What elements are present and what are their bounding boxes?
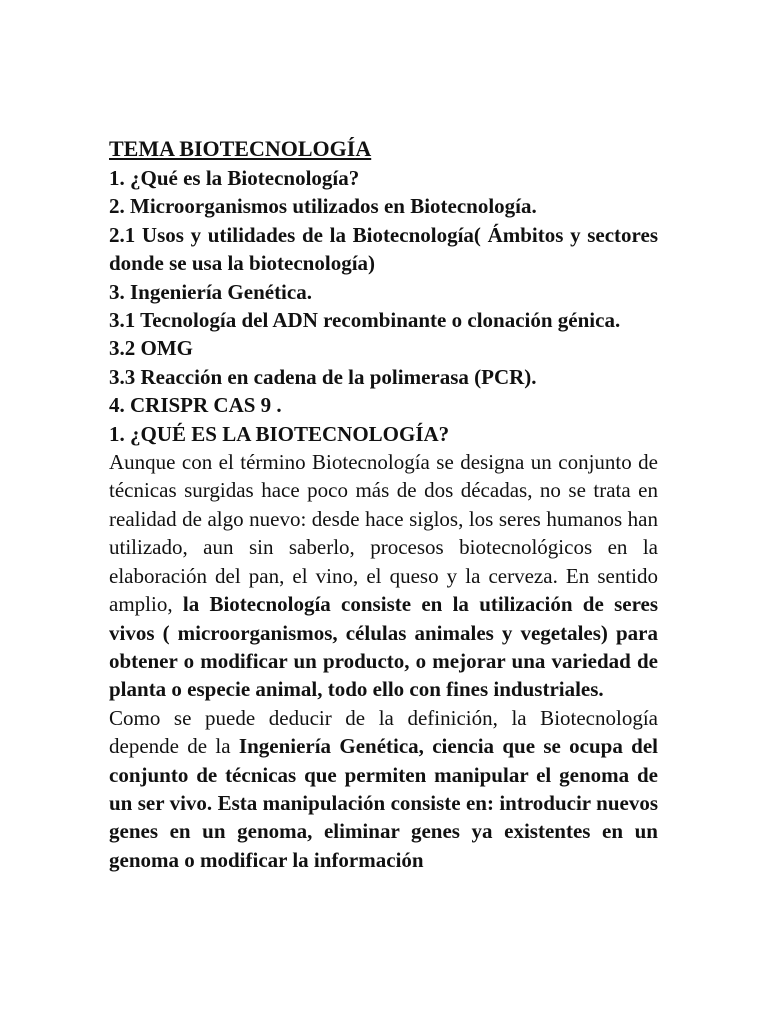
- index-item-3: 3. Ingeniería Genética.: [109, 279, 312, 304]
- index-item-4: 4. CRISPR CAS 9 .: [109, 393, 282, 418]
- document-page: [109, 134, 658, 874]
- index-item-2: 2. Microorganismos utilizados en Biotecnología.: [109, 194, 537, 219]
- paragraph-2-text: Como se puede deducir de la definición, la Biotecnología depende de la: [109, 705, 658, 759]
- paragraph-1-text: Aunque con el término Biotecnología se designa un conjunto de técnicas surgidas hace poco más de dos décadas, no se trata en realidad de algo nuevo: desde hace siglos, los seres humanos han utilizado, aun sin saberlo, procesos biotecnológicos en la elaboración del pan, el vino, el queso y la cerveza. En sentido amplio,: [109, 450, 658, 617]
- document-title: TEMA BIOTECNOLOGÍA: [109, 136, 372, 161]
- section-heading: 1. ¿QUÉ ES LA BIOTECNOLOGÍA?: [109, 421, 450, 446]
- paragraph-2-bold: Ingeniería Genética, ciencia que se ocupa del conjunto de técnicas que permiten manipular el genoma de un ser vivo. Esta manipulación consiste en: introducir nuevos genes en un genoma, eliminar genes ya existentes en un genoma o modificar la información: [109, 734, 658, 872]
- index-item-3-3: 3.3 Reacción en cadena de la polimerasa (PCR).: [109, 364, 537, 389]
- index-item-3-2: 3.2 OMG: [109, 336, 193, 361]
- index-list: [109, 164, 658, 420]
- paragraph-2: [109, 704, 658, 874]
- index-item-1: 1. ¿Qué es la Biotecnología?: [109, 166, 360, 190]
- paragraph-1: [109, 448, 658, 704]
- index-item-3-1: 3.1 Tecnología del ADN recombinante o clonación génica.: [109, 308, 621, 333]
- paragraph-1-bold: la Biotecnología consiste en la utilización de seres vivos ( microorganismos, células animales y vegetales) para obtener o modificar un producto, o mejorar una variedad de planta o especie animal, todo ello con fines industriales.: [109, 592, 659, 702]
- index-item-2-1: 2.1 Usos y utilidades de la Biotecnología( Ámbitos y sectores donde se usa la biotecnología): [109, 222, 658, 276]
